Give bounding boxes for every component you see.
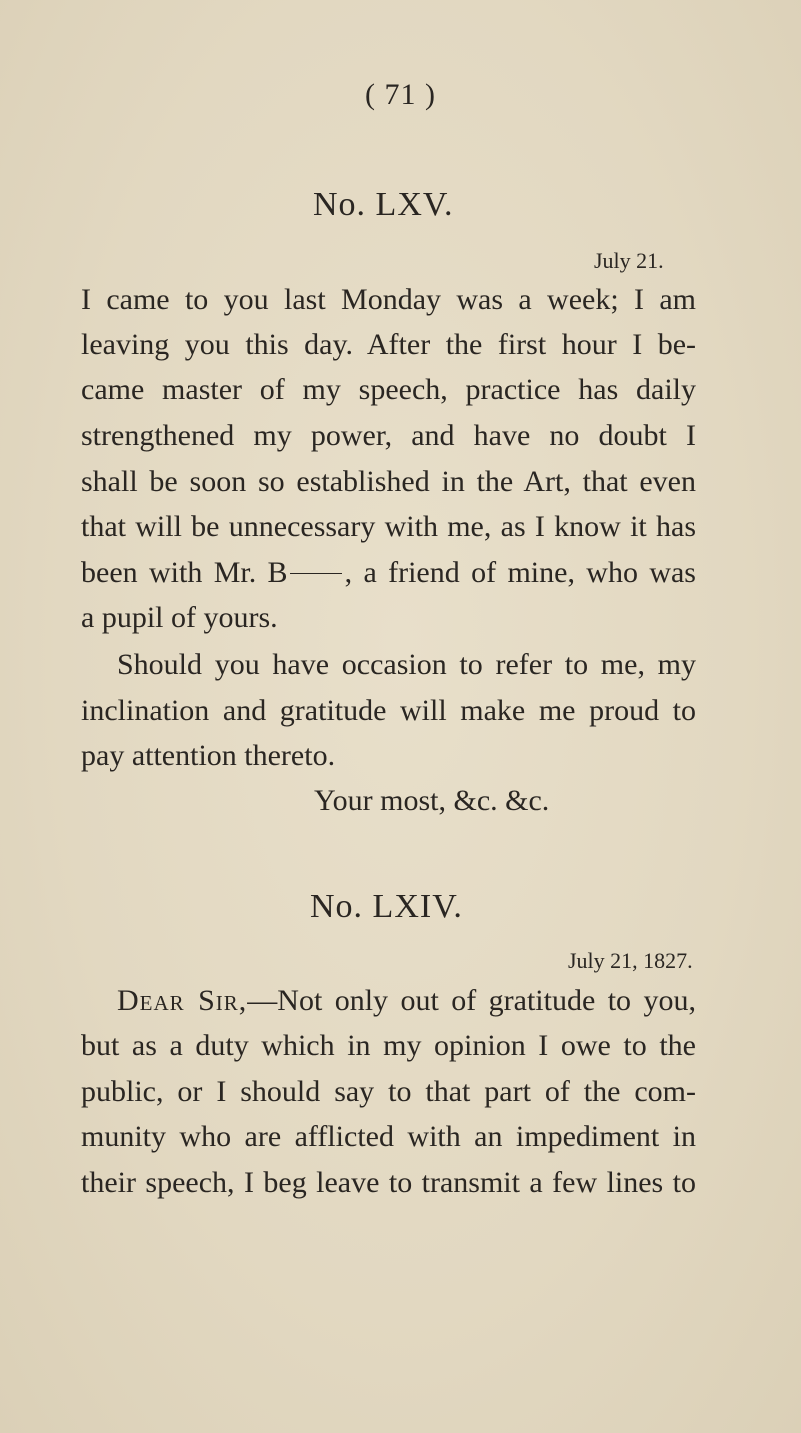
text-line: public, or I should say to that part of the com- (81, 1075, 696, 1108)
text-line: came master of my speech, practice has daily (81, 373, 696, 406)
salutation: Dear Sir, (117, 984, 248, 1017)
letter-heading: No. LXIV. (310, 888, 463, 925)
text-line: Should you have occasion to refer to me, my (117, 648, 696, 681)
letter-heading: No. LXV. (313, 186, 454, 223)
letter-date: July 21, 1827. (568, 948, 693, 973)
text-line: a pupil of yours. (81, 601, 278, 634)
letter-closing: Your most, &c. &c. (314, 784, 550, 817)
text-line: shall be soon so established in the Art, that even (81, 465, 696, 498)
text-line (117, 986, 696, 1016)
em-dash-rule (290, 573, 342, 574)
letter-date: July 21. (594, 248, 664, 273)
text-line: their speech, I beg leave to transmit a few lines to (81, 1166, 696, 1199)
text-fragment: —Not only out of gratitude to you, (247, 984, 696, 1017)
text-line: munity who are afflicted with an impediment in (81, 1120, 696, 1153)
text-line: inclination and gratitude will make me proud to (81, 694, 696, 727)
text-line: but as a duty which in my opinion I owe to the (81, 1029, 696, 1062)
text-line: that will be unnecessary with me, as I know it has (81, 510, 696, 543)
page-number: ( 71 ) (365, 78, 436, 111)
text-line: leaving you this day. After the first hour I be- (81, 328, 696, 361)
text-fragment: been with Mr. B (81, 556, 288, 589)
text-line-with-dash (81, 558, 696, 588)
text-line: strengthened my power, and have no doubt I (81, 419, 696, 452)
text-line: I came to you last Monday was a week; I am (81, 283, 696, 316)
text-line: pay attention thereto. (81, 739, 336, 772)
text-fragment: , a friend of mine, who was (344, 556, 696, 589)
